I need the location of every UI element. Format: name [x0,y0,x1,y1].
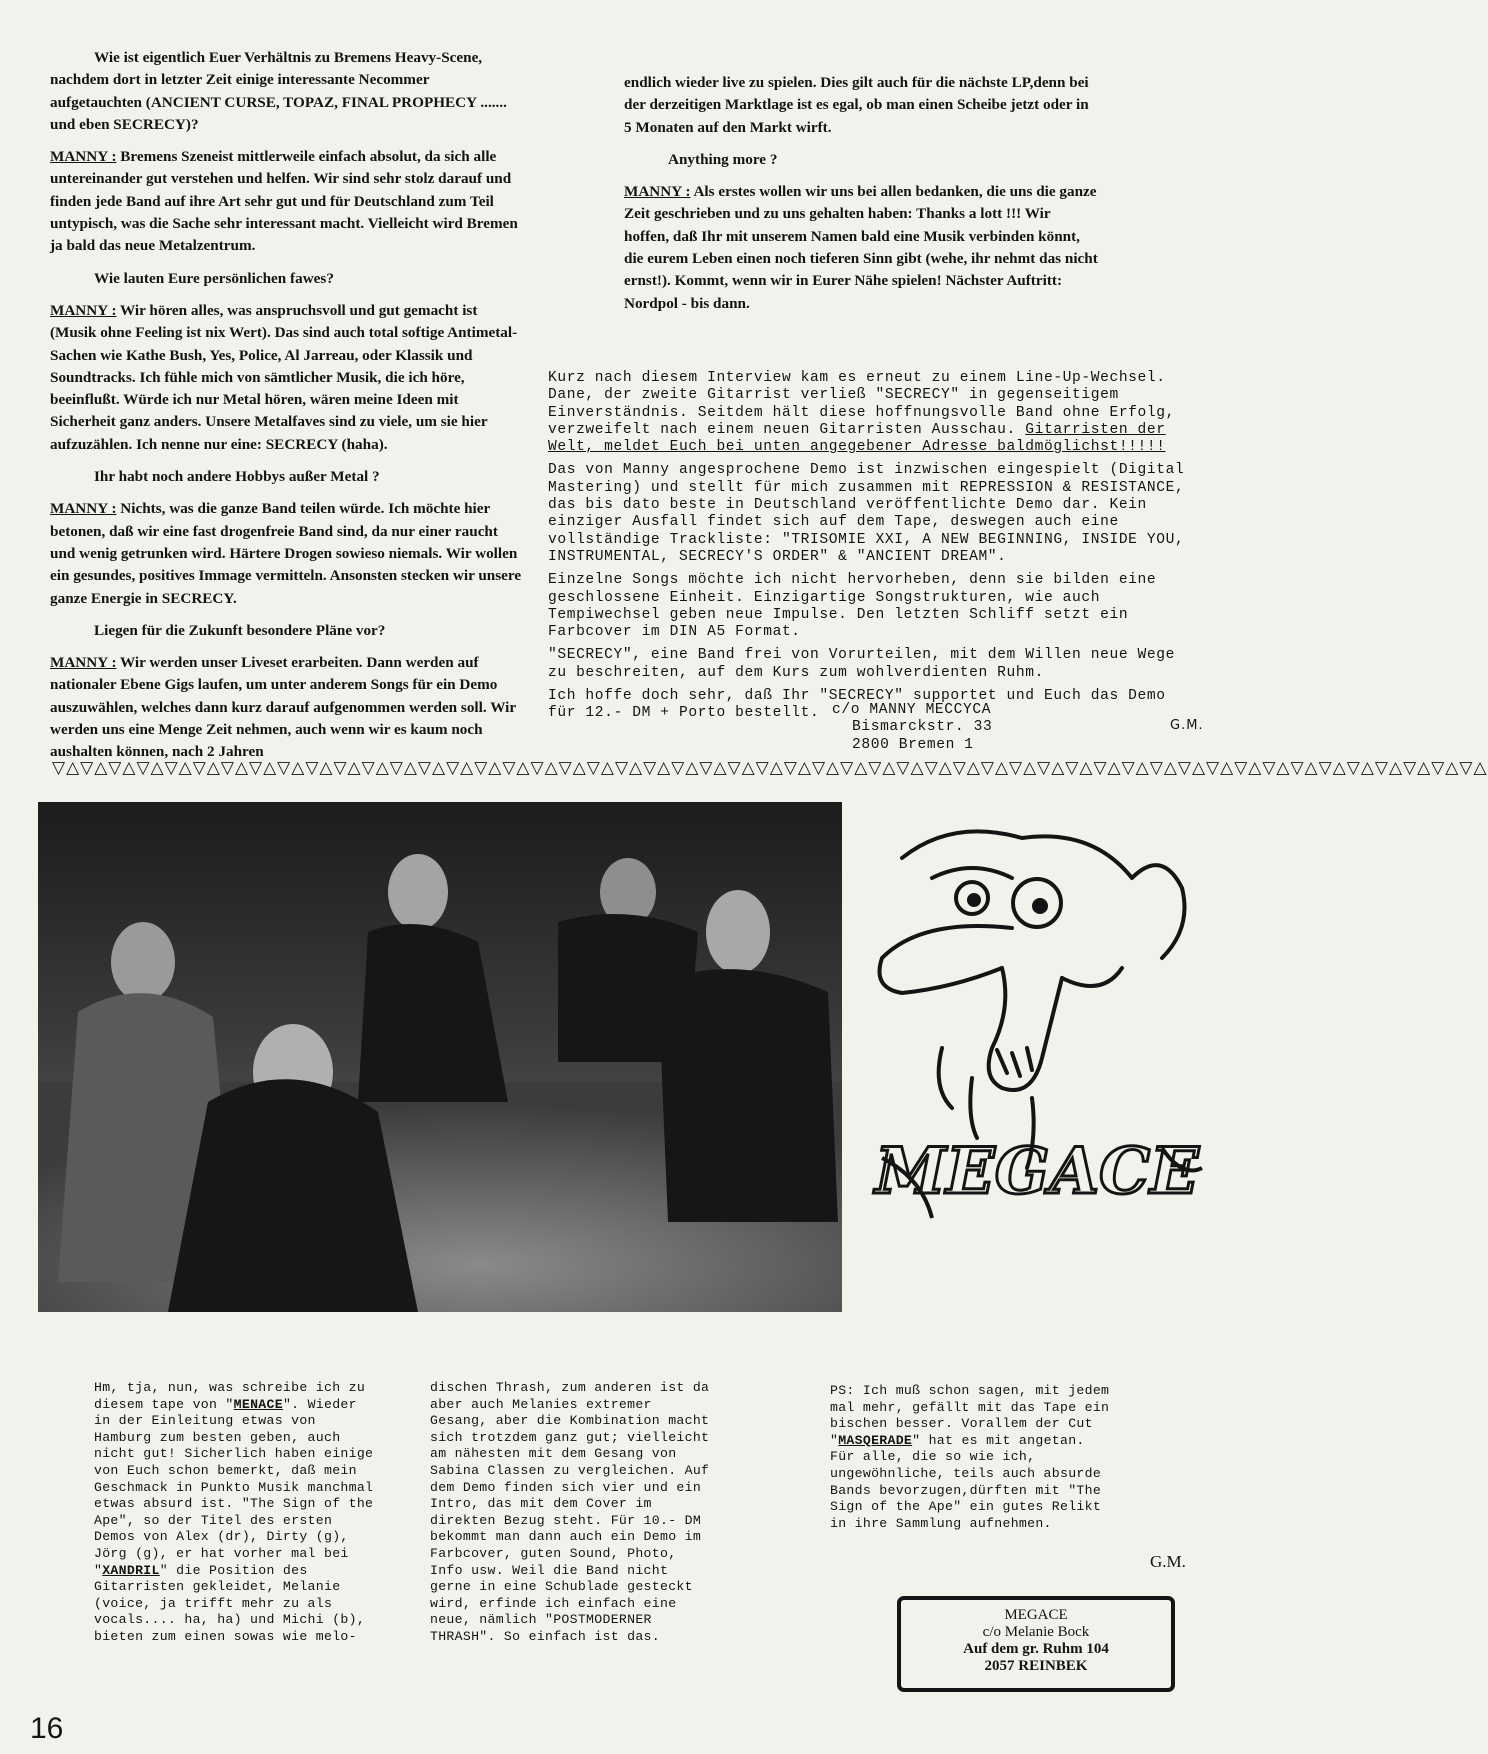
track-name: MASQERADE [838,1432,913,1448]
speaker-label: MANNY : [50,301,117,319]
menace-review-col2: dischen Thrash, zum anderen ist da aber auch Melanies extremer Gesang, aber die Kombination macht sich trotzdem ganz gut; vielleicht am nähesten mit dem Gesang von Sabina Classen zu vergleichen. Auf dem Demo finden sich vier und ein Intro, das mit dem Cover im direkten Bezug steht. Für 10.- DM bekommt man dann auch ein Demo im Farbcover, guten Sound, Photo, Info usw. Weil die Band nicht gerne in eine Schublade gesteckt wird, erfinde ich einfach eine neue, nämlich "POSTMODERNER THRASH". So einfach ist das. [430,1380,710,1644]
question-hobbies: Ihr habt noch andere Hobbys außer Metal ? [94,468,380,486]
speaker-label: MANNY : [624,183,691,201]
triangle-divider: ▽△▽△▽△▽△▽△▽△▽△▽△▽△▽△▽△▽△▽△▽△▽△▽△▽△▽△▽△▽△▽△▽△▽△▽△▽△▽△▽△▽△▽△▽△▽△▽△▽△▽△▽△▽△▽△▽△▽△▽△▽△▽△▽△▽△▽△▽△▽△▽△▽△▽△▽△ [52,758,1488,778]
interview-left-column [50,47,524,764]
band-name-menace: MENACE [233,1396,283,1412]
question-heavy-scene: Wie ist eigentlich Euer Verhältnis zu Bremens Heavy-Scene, nachdem dort in letzter Zeit einige interessante Necommer aufgetauchten (ANCIENT CURSE, TOPAZ, FINAL PROPHECY ....... und eben SECRECY)? [50,49,507,133]
secrecy-address: c/o MANNY MECCYCA Bismarckstr. 33 2800 Bremen 1 [832,702,993,753]
guitarist-call: Gitarristen der Welt, meldet Euch bei unten angegebener Adresse baldmöglichst!!!!! [548,421,1166,456]
page-number: 16 [30,1712,64,1745]
menace-review-col1: Hm, tja, nun, was schreibe ich zu diesem tape von "MENACE". Wieder in der Einleitung etwas von Hamburg zum besten geben, auch nicht gut! Sicherlich haben einige von Euch schon bemerkt, daß mein Geschmack in Punkto Musik manchmal etwas absurd ist. "The Sign of the Ape", so der Titel des ersten Demos von Alex (dr), Dirty (g), Jörg (g), er hat vorher mal bei "XANDRIL" die Position des Gitarristen gekleidet, Melanie (voice, ja trifft mehr zu als vocals.... ha, ha) und Michi (b), bieten zum einen sowas wie melo- [94,1380,374,1644]
megace-mascot-logo [862,818,1212,1278]
question-faves: Wie lauten Eure persönlichen fawes? [94,269,334,287]
answer-continuation: endlich wieder live zu spielen. Dies gilt auch für die nächste LP,denn bei der derzeitigen Marktlage ist es egal, ob man einen Scheibe jetzt oder in 5 Monaten auf den Markt wirft. [624,74,1089,136]
review-paragraph: Ich hoffe doch sehr, daß Ihr "SECRECY" supportet und Euch das Demo für 12.- DM + Porto bestellt. [548,688,1166,722]
megace-address-box: MEGACE c/o Melanie Bock Auf dem gr. Ruhm 104 2057 REINBEK [897,1596,1175,1692]
band-photo [38,802,842,1312]
answer-faves: MANNY : Wir hören alles, was anspruchsvoll und gut gemacht ist (Musik ohne Feeling ist nix Wert). Das sind auch total softige Antimetal-Sachen wie Kathe Bush, Yes, Police, Al Jarreau, oder Klassik und Soundtracks. Ich fühle mich von sämtlicher Musik, die ich höre, beeinflußt. Würde ich nur Metal hören, wären meine Ideen mit Sicherheit ganz anders. Unsere Metalfaves sind zu viele, um sie hier aufzuzählen. Ich nenne nur eine: SECRECY (haha). [50,301,518,453]
secrecy-review [548,370,1198,723]
band-name-xandril: XANDRIL [102,1562,160,1578]
answer-anything-more: MANNY : Als erstes wollen wir uns bei allen bedanken, die uns die ganze Zeit geschrieben und zu uns gehalten haben: Thanks a lott !!! Wir hoffen, daß Ihr mit unserem Namen bald eine Musik verbinden könnt, die eurem Leben einen noch tieferen Sinn gibt (wehe, ihr nehmt das nicht ernst!). Kommt, wenn wir in Eurer Nähe spielen! Nächster Auftritt: Nordpol - bis dann. [624,183,1098,312]
question-anything-more: Anything more ? [668,150,778,168]
review-paragraph: "SECRECY", eine Band frei von Vorurteilen, mit dem Willen neue Wege zu beschreiten, auf dem Kurs zum wohlverdienten Ruhm. [548,647,1175,681]
review-paragraph: Das von Manny angesprochene Demo ist inzwischen eingespielt (Digital Mastering) und stellt für mich zusammen mit REPRESSION & RESISTANCE, das bis dato beste in Deutschland veröffentlichte Demo dar. Kein einziger Ausfall findet sich auf dem Tape, deswegen auch eine vollständige Trackliste: "TRISOMIE XXI, A NEW BEGINNING, INSIDE YOU, INSTRUMENTAL, SECRECY'S ORDER" & "ANCIENT DREAM". [548,462,1185,565]
speaker-label: MANNY : [50,654,117,672]
answer-hobbies: MANNY : Nichts, was die ganze Band teilen würde. Ich möchte hier betonen, daß wir eine fast drogenfreie Band sind, da nur einer raucht und wenig getrunken wird. Härtere Drogen sowieso niemals. Wir wollen ein gesundes, positives Immage vermitteln. Ansonsten stecken wir unsere ganze Energie in SECRECY. [50,500,522,607]
answer-heavy-scene: MANNY : Bremens Szeneist mittlerweile einfach absolut, da sich alle untereinander gut verstehen und helfen. Wir sind sehr stolz darauf und finden jede Band auf ihre Art sehr gut und für Deutschland zum Teil untypisch, was die Sache sehr interessant macht. Vielleicht wird Bremen ja bald das neue Metalzentrum. [50,148,518,255]
speaker-label: MANNY : [50,148,117,166]
answer-future-plans: MANNY : Wir werden unser Liveset erarbeiten. Dann werden auf nationaler Ebene Gigs laufen, um unter anderem Songs für ein Demo auszuwählen, welches dann kurz darauf aufgenommen werden soll. Wir werden uns eine Menge Zeit nehmen, auch wenn wir es kaum noch aushalten können, nach 2 Jahren [50,654,516,761]
megace-logo: MEGACE [875,1134,1199,1209]
interview-right-column [624,72,1098,315]
signature: G.M. [1150,1552,1186,1571]
review-paragraph: Kurz nach diesem Interview kam es erneut zu einem Line-Up-Wechsel. Dane, der zweite Gitarrist verließ "SECRECY" in gegenseitigem Einverständnis. Seitdem hält diese hoffnungsvolle Band ohne Erfolg, verzweifelt nach einem neuen Gitarristen Ausschau. Gitarristen der Welt, meldet Euch bei unten angegebener Adresse baldmöglichst!!!!! [548,370,1175,456]
speaker-label: MANNY : [50,500,117,518]
menace-review-col3: PS: Ich muß schon sagen, mit jedem mal mehr, gefällt mit das Tape ein bischen besser. Vorallem der Cut "MASQERADE" hat es mit angetan. Für alle, die so wie ich, ungewöhnliche, teils auch absurde Bands bevorzugen,dürften mit "The Sign of the Ape" ein gutes Relikt in ihre Sammlung aufnehmen. [830,1383,1110,1531]
review-paragraph: Einzelne Songs möchte ich nicht hervorheben, denn sie bilden eine geschlossene Einheit. Einzigartige Songstrukturen, wie auch Tempiwechsel geben neue Impulse. Den letzten Schliff setzt ein Farbcover im DIN A5 Format. [548,572,1157,641]
signature: G.M. [1170,718,1204,733]
question-future-plans: Liegen für die Zukunft besondere Pläne vor? [94,621,386,639]
